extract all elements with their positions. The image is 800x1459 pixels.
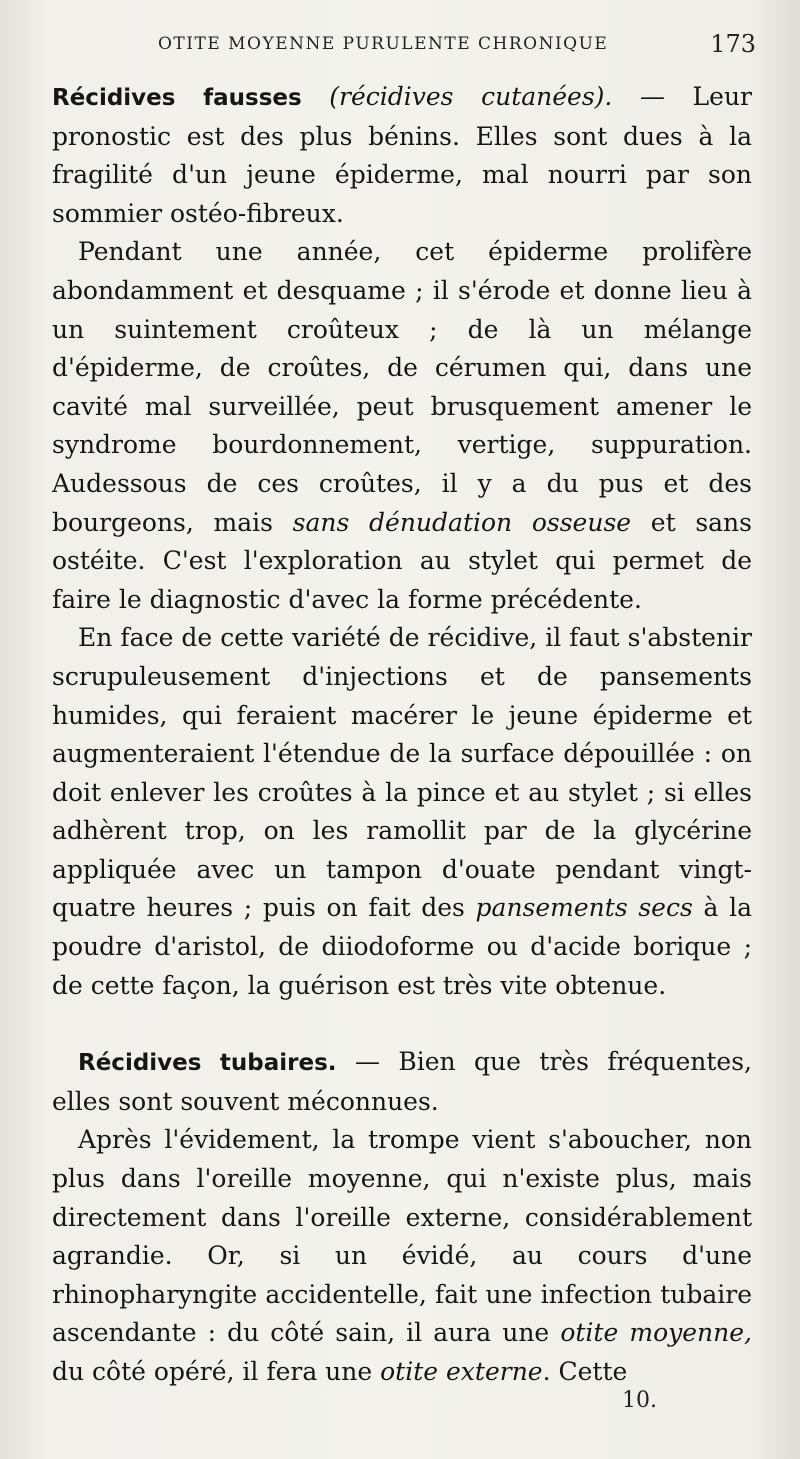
running-head (140, 30, 756, 62)
paragraph-text: Après l'évidement, la trompe vient s'aboucher, non plus dans l'oreille moyenne, qui n'existe plus, mais directement dans l'oreille externe, considérablement agrandie. Or, si un évidé, au cours d'une rhinopharyngite accidentelle, fait une infection tubaire ascendante : du côté sain, il aura une (52, 1125, 752, 1348)
paragraph-text: du côté opéré, il fera une (52, 1357, 381, 1386)
italic-phrase: sans dénudation osseuse (292, 507, 632, 537)
body-text (52, 78, 752, 1392)
section-heading-paren: (récidives cutanées). (329, 82, 613, 111)
italic-phrase: pansements secs (475, 893, 693, 923)
italic-phrase: otite moyenne, (560, 1318, 752, 1348)
paragraph-tubal-recurrences-2 (52, 1121, 752, 1391)
paragraph-text: — Leur pronostic est des plus bénins. Elles sont dues à la fragilité d'un jeune épiderme, mal nourri par son sommier ostéo-fibreux. (52, 82, 752, 228)
paragraph-text: Pendant une année, cet épiderme prolifère abondamment et desquame ; il s'érode et donne lieu à un suintement croûteux ; de là un mélange d'épiderme, de croûtes, de cérumen qui, dans une cavité mal surveillée, peut brusquement amener le syndrome bourdonnement, vertige, suppuration. Audessous de ces croûtes, il y a du pus et des bourgeons, mais (52, 237, 752, 537)
paragraph-text: En face de cette variété de récidive, il faut s'abstenir scrupuleusement d'injections et de pansements humides, qui feraient macérer le jeune épiderme et augmenteraient l'étendue de la surface dépouillée : on doit enlever les croûtes à la pince et au stylet ; si elles adhèrent trop, on les ramollit par de la glycérine appliquée avec un tampon d'ouate pendant vingt-quatre heures ; puis on fait des (52, 623, 752, 923)
paragraph-false-recurrences-2 (52, 233, 752, 619)
paragraph-false-recurrences-3 (52, 619, 752, 1005)
paragraph-false-recurrences-intro (52, 78, 752, 233)
page-number: 173 (710, 30, 756, 58)
paragraph-tubal-recurrences-intro (52, 1043, 752, 1121)
paragraph-text: et sans ostéite. C'est l'exploration au stylet qui permet de faire le diagnostic d'avec la forme précédente. (52, 507, 752, 614)
paragraph-text: . Cette (542, 1357, 628, 1386)
paragraph-text: — Bien que très fréquentes, elles sont souvent méconnues. (52, 1047, 752, 1116)
section-heading-false-recurrences: Récidives fausses (52, 85, 302, 111)
paragraph-text: à la poudre d'aristol, de diiodoforme ou d'acide borique ; de cette façon, la guérison est très vite obtenue. (52, 893, 752, 1000)
italic-phrase: otite externe (380, 1357, 543, 1386)
running-title: OTITE MOYENNE PURULENTE CHRONIQUE (158, 34, 609, 54)
signature-mark: 10. (622, 1388, 657, 1413)
section-heading-tubal-recurrences: Récidives tubaires. (78, 1050, 337, 1077)
